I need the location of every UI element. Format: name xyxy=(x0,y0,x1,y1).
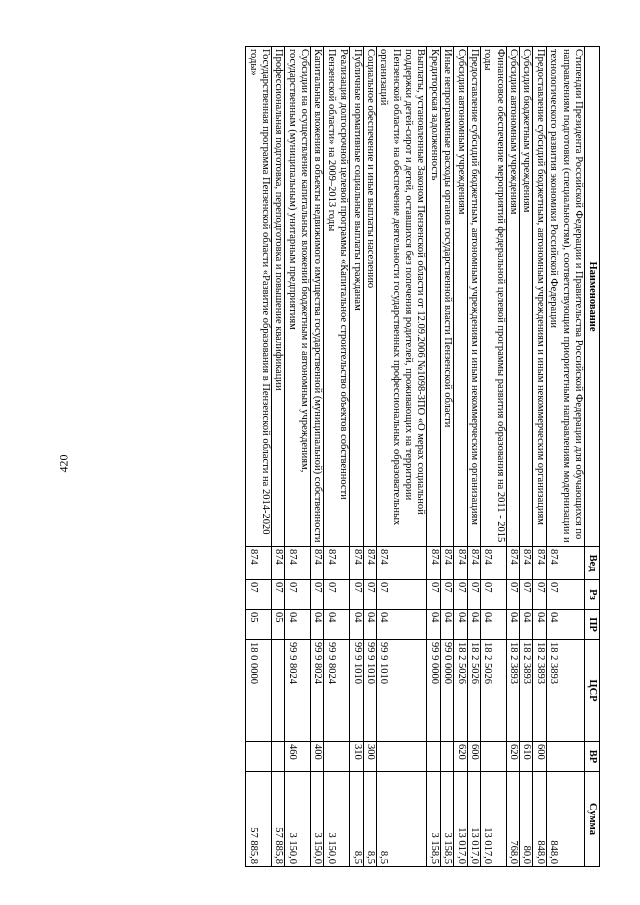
cell-name: Предоставление субсидий бюджетным, автономным учреждениям и иным некоммерческим организациям xyxy=(533,47,546,547)
cell-vr xyxy=(546,742,584,772)
table-header-row xyxy=(585,47,600,867)
header-csr: ЦСР xyxy=(585,640,600,742)
cell-rz: 07 xyxy=(311,580,324,610)
cell-pr: 04 xyxy=(285,610,311,640)
table-body xyxy=(246,47,585,867)
header-ved: Вед xyxy=(585,547,600,580)
cell-sum: 13 017,0 xyxy=(454,772,467,867)
cell-vr: 620 xyxy=(506,742,519,772)
cell-vr: 600 xyxy=(467,742,480,772)
cell-sum: 3 150,0 xyxy=(285,772,311,867)
cell-ved: 874 xyxy=(454,547,467,580)
table-row xyxy=(506,47,519,867)
cell-pr: 05 xyxy=(272,610,285,640)
cell-ved: 874 xyxy=(506,547,519,580)
cell-csr: 99 9 1010 xyxy=(350,640,363,742)
cell-rz: 07 xyxy=(506,580,519,610)
cell-ved: 874 xyxy=(533,547,546,580)
cell-ved: 874 xyxy=(350,547,363,580)
cell-csr: 18 2 3893 xyxy=(533,640,546,742)
cell-pr: 04 xyxy=(363,610,376,640)
cell-vr xyxy=(427,742,440,772)
cell-sum: 8,5 xyxy=(377,772,428,867)
table-row xyxy=(272,47,285,867)
cell-pr: 04 xyxy=(520,610,533,640)
cell-pr: 04 xyxy=(506,610,519,640)
cell-rz: 07 xyxy=(324,580,350,610)
cell-vr: 400 xyxy=(311,742,324,772)
header-sum: Сумма xyxy=(585,772,600,867)
cell-ved: 874 xyxy=(363,547,376,580)
cell-vr: 300 xyxy=(363,742,376,772)
cell-ved: 874 xyxy=(467,547,480,580)
cell-ved: 874 xyxy=(324,547,350,580)
cell-vr xyxy=(377,742,428,772)
cell-csr: 18 2 5026 xyxy=(454,640,467,742)
table-row xyxy=(350,47,363,867)
cell-csr: 18 0 0000 xyxy=(246,640,272,742)
cell-rz: 07 xyxy=(246,580,272,610)
table-row xyxy=(533,47,546,867)
cell-rz: 07 xyxy=(285,580,311,610)
cell-rz: 07 xyxy=(467,580,480,610)
cell-csr: 18 2 3893 xyxy=(506,640,519,742)
cell-csr: 99 9 1010 xyxy=(377,640,428,742)
cell-ved: 874 xyxy=(520,547,533,580)
cell-sum: 848,0 xyxy=(533,772,546,867)
cell-vr xyxy=(481,742,507,772)
cell-ved: 874 xyxy=(272,547,285,580)
cell-vr: 600 xyxy=(533,742,546,772)
cell-name: Государственная программа Пензенской области «Развитие образования в Пензенской области на 2014-2020 годы» xyxy=(246,47,272,547)
table-row xyxy=(363,47,376,867)
header-name: Наименование xyxy=(585,47,600,547)
cell-ved: 874 xyxy=(311,547,324,580)
cell-sum: 768,0 xyxy=(506,772,519,867)
cell-name: Субсидии автономным учреждениям xyxy=(506,47,519,547)
cell-sum: 57 885,8 xyxy=(246,772,272,867)
cell-sum: 8,5 xyxy=(350,772,363,867)
cell-name: Субсидии автономным учреждениям xyxy=(454,47,467,547)
cell-name: Субсидии на осуществление капитальных вложений бюджетным и автономным учреждениям, государственным (муниципальным) унитарным предприятиям xyxy=(285,47,311,547)
cell-sum: 3 158,5 xyxy=(440,772,453,867)
cell-pr: 04 xyxy=(454,610,467,640)
cell-csr: 18 2 3893 xyxy=(520,640,533,742)
cell-sum: 3 150,0 xyxy=(324,772,350,867)
cell-csr xyxy=(272,640,285,742)
cell-sum: 8,5 xyxy=(363,772,376,867)
cell-rz: 07 xyxy=(427,580,440,610)
cell-ved: 874 xyxy=(285,547,311,580)
table-row xyxy=(377,47,428,867)
cell-name: Профессиональная подготовка, переподготовка и повышение квалификации xyxy=(272,47,285,547)
cell-rz: 07 xyxy=(481,580,507,610)
cell-rz: 07 xyxy=(377,580,428,610)
table-row xyxy=(440,47,453,867)
cell-name: Предоставление субсидий бюджетным, автономным учреждениям и иным некоммерческим организациям xyxy=(467,47,480,547)
cell-csr: 99 9 8024 xyxy=(324,640,350,742)
budget-table xyxy=(245,46,600,867)
cell-ved: 874 xyxy=(246,547,272,580)
cell-pr: 04 xyxy=(311,610,324,640)
cell-sum: 57 885,8 xyxy=(272,772,285,867)
cell-vr xyxy=(440,742,453,772)
table-row xyxy=(454,47,467,867)
cell-csr: 99 9 8024 xyxy=(311,640,324,742)
cell-name: Социальное обеспечение и иные выплаты населению xyxy=(363,47,376,547)
table-row xyxy=(546,47,584,867)
table-row xyxy=(427,47,440,867)
cell-pr: 04 xyxy=(377,610,428,640)
cell-csr: 18 2 5026 xyxy=(467,640,480,742)
cell-pr: 04 xyxy=(324,610,350,640)
cell-name: Реализация долгосрочной целевой программы «Капитальное строительство объектов собственности Пензенской области» на 2009–2013 годы xyxy=(324,47,350,547)
cell-sum: 13 017,0 xyxy=(481,772,507,867)
header-rz: Рз xyxy=(585,580,600,610)
cell-sum: 848,0 xyxy=(546,772,584,867)
cell-csr: 99 9 0000 xyxy=(427,640,440,742)
cell-sum: 80,0 xyxy=(520,772,533,867)
cell-pr: 05 xyxy=(246,610,272,640)
cell-pr: 04 xyxy=(440,610,453,640)
cell-name: Иные непрограммные расходы органов государственной власти Пензенской области xyxy=(440,47,453,547)
cell-pr: 04 xyxy=(546,610,584,640)
table-row xyxy=(520,47,533,867)
table-row xyxy=(324,47,350,867)
cell-sum: 3 158,5 xyxy=(427,772,440,867)
cell-csr: 18 2 5026 xyxy=(481,640,507,742)
cell-vr xyxy=(272,742,285,772)
cell-pr: 04 xyxy=(533,610,546,640)
table-row xyxy=(285,47,311,867)
cell-rz: 07 xyxy=(363,580,376,610)
cell-rz: 07 xyxy=(533,580,546,610)
cell-sum: 13 017,0 xyxy=(467,772,480,867)
cell-pr: 04 xyxy=(467,610,480,640)
cell-vr xyxy=(246,742,272,772)
cell-ved: 874 xyxy=(377,547,428,580)
cell-ved: 874 xyxy=(481,547,507,580)
cell-name: Финансовое обеспечение мероприятий федеральной целевой программы развития образования на 2011 - 2015 годы xyxy=(481,47,507,547)
cell-rz: 07 xyxy=(440,580,453,610)
cell-csr: 99 0 0000 xyxy=(440,640,453,742)
cell-pr: 04 xyxy=(350,610,363,640)
table-row xyxy=(467,47,480,867)
cell-ved: 874 xyxy=(440,547,453,580)
cell-vr: 620 xyxy=(454,742,467,772)
cell-rz: 07 xyxy=(272,580,285,610)
cell-name: Выплаты, установленные Законом Пензенской области от 12.09.2006 №1098-ЗПО «О мерах социальной поддержки детей-сирот и детей, оставшихся без попечения родителей, проживающих на территории Пензенской области» на обеспечение деятельности государственных профессиональных образовательных организаций xyxy=(377,47,428,547)
cell-vr: 310 xyxy=(350,742,363,772)
header-pr: ПР xyxy=(585,610,600,640)
cell-name: Капитальные вложения в объекты недвижимого имущества государственной (муниципальной) собственности xyxy=(311,47,324,547)
header-vr: ВР xyxy=(585,742,600,772)
cell-pr: 04 xyxy=(427,610,440,640)
cell-csr: 99 9 8024 xyxy=(285,640,311,742)
cell-rz: 07 xyxy=(546,580,584,610)
cell-rz: 07 xyxy=(454,580,467,610)
page-number: 420 xyxy=(56,454,71,473)
cell-vr: 610 xyxy=(520,742,533,772)
table-row xyxy=(311,47,324,867)
cell-csr: 18 2 3893 xyxy=(546,640,584,742)
cell-rz: 07 xyxy=(350,580,363,610)
table-row xyxy=(481,47,507,867)
cell-name: Кредиторская задолженность xyxy=(427,47,440,547)
cell-vr: 460 xyxy=(285,742,311,772)
cell-sum: 3 150,0 xyxy=(311,772,324,867)
cell-rz: 07 xyxy=(520,580,533,610)
cell-name: Субсидии бюджетным учреждениям xyxy=(520,47,533,547)
cell-csr: 99 9 1010 xyxy=(363,640,376,742)
cell-ved: 874 xyxy=(427,547,440,580)
rotated-page xyxy=(245,46,600,866)
cell-pr: 04 xyxy=(481,610,507,640)
table-row xyxy=(246,47,272,867)
cell-vr xyxy=(324,742,350,772)
cell-name: Стипендии Президента Российской Федерации и Правительства Российской Федерации для обучающихся по направлениям подготовки (специальностям), соответствующим приоритетным направлениям модернизации и технологического развития экономики Российской Федерации xyxy=(546,47,584,547)
cell-ved: 874 xyxy=(546,547,584,580)
cell-name: Публичные нормативные социальные выплаты гражданам xyxy=(350,47,363,547)
